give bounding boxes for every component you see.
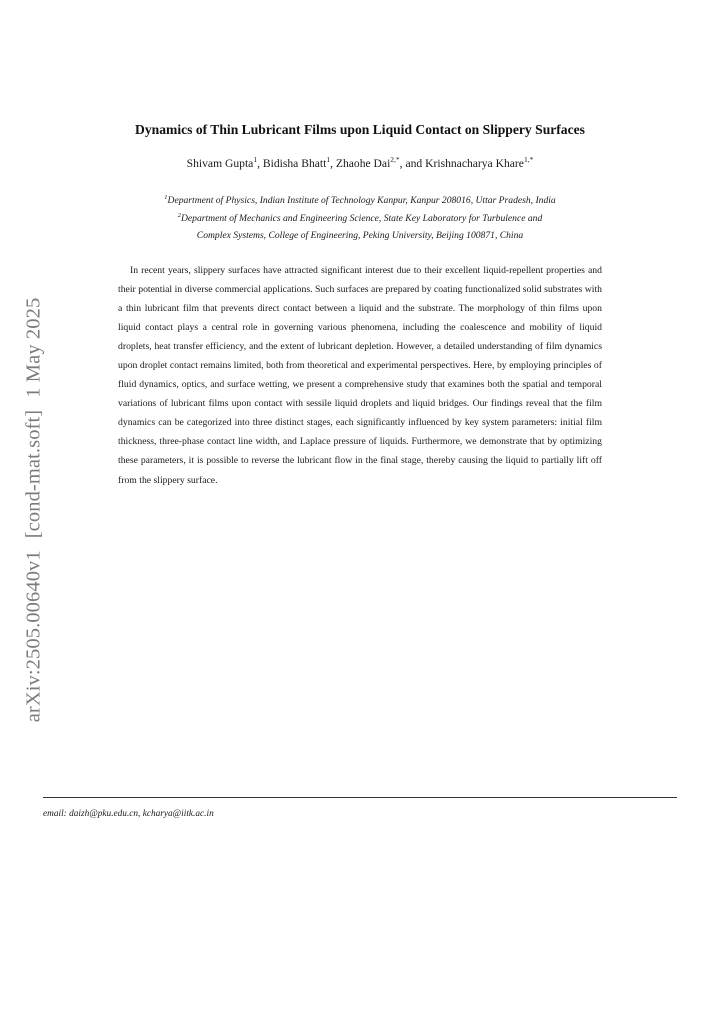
affiliation-text: Department of Mechanics and Engineering Science, State Key Laboratory for Turbulence and	[180, 212, 543, 224]
affiliation-1	[60, 192, 660, 210]
arxiv-id: arXiv:2505.00640v1	[22, 550, 45, 723]
author-affiliation-mark: 1	[253, 155, 258, 164]
arxiv-date: 1 May 2025	[22, 297, 45, 398]
author-affiliation-mark: 1,*	[523, 155, 534, 164]
affiliation-mark: 1	[164, 194, 168, 201]
abstract: In recent years, slippery surfaces have attracted significant interest due to their excellent liquid-repellent properties and their potential in diverse commercial applications. Such surfaces are prepared by coating functionalized solid substrates with a thin lubricant film that prevents direct contact between a liquid and the substrate. The morphology of thin films upon liquid contact plays a central role in governing various phenomena, including the coalescence and mobility of liquid droplets, heat transfer efficiency, and the extent of lubricant depletion. However, a detailed understanding of film dynamics upon droplet contact remains limited, both from theoretical and experimental perspectives. Here, by employing principles of fluid dynamics, optics, and surface wetting, we present a comprehensive study that examines both the spatial and temporal variations of lubricant films upon contact with sessile liquid droplets and liquid bridges. Our findings reveal that the film dynamics can be categorized into three distinct stages, each significantly influenced by key system parameters: initial film thickness, three-phase contact line width, and Laplace pressure of liquids. Furthermore, we demonstrate that by optimizing these parameters, it is possible to reverse the lubricant flow in the final stage, thereby causing the liquid to partially lift off from the slippery surface.	[118, 265, 602, 486]
author-list	[40, 156, 680, 172]
author-affiliation-mark: 2,*	[390, 155, 400, 164]
author-separator: , and	[399, 157, 426, 170]
affiliation-list	[60, 192, 660, 245]
footnote-divider	[43, 797, 677, 798]
paper-title: Dynamics of Thin Lubricant Films upon Liquid Contact on Slippery Surfaces	[135, 122, 585, 137]
author-name: Shivam Gupta	[186, 157, 254, 170]
author-name: Krishnacharya Khare	[425, 157, 524, 170]
author-name: Zhaohe Dai	[335, 157, 391, 170]
author-separator: ,	[330, 157, 336, 170]
affiliation-text: Department of Physics, Indian Institute of Technology Kanpur, Kanpur 208016, Uttar Pradesh, India	[167, 195, 556, 206]
author-affiliation-mark: 1	[326, 155, 331, 164]
affiliation-2-continued: Complex Systems, College of Engineering, Peking University, Beijing 100871, China	[196, 230, 524, 241]
arxiv-identifier-stamp	[23, 298, 46, 723]
author-name: Bidisha Bhatt	[262, 157, 327, 170]
affiliation-2	[60, 210, 660, 228]
affiliation-mark: 2	[177, 211, 181, 219]
arxiv-category: [cond-mat.soft]	[22, 409, 45, 539]
author-separator: ,	[257, 157, 263, 170]
contact-email-footnote: email: daizh@pku.edu.cn, kcharya@iitk.ac.in	[43, 809, 214, 819]
